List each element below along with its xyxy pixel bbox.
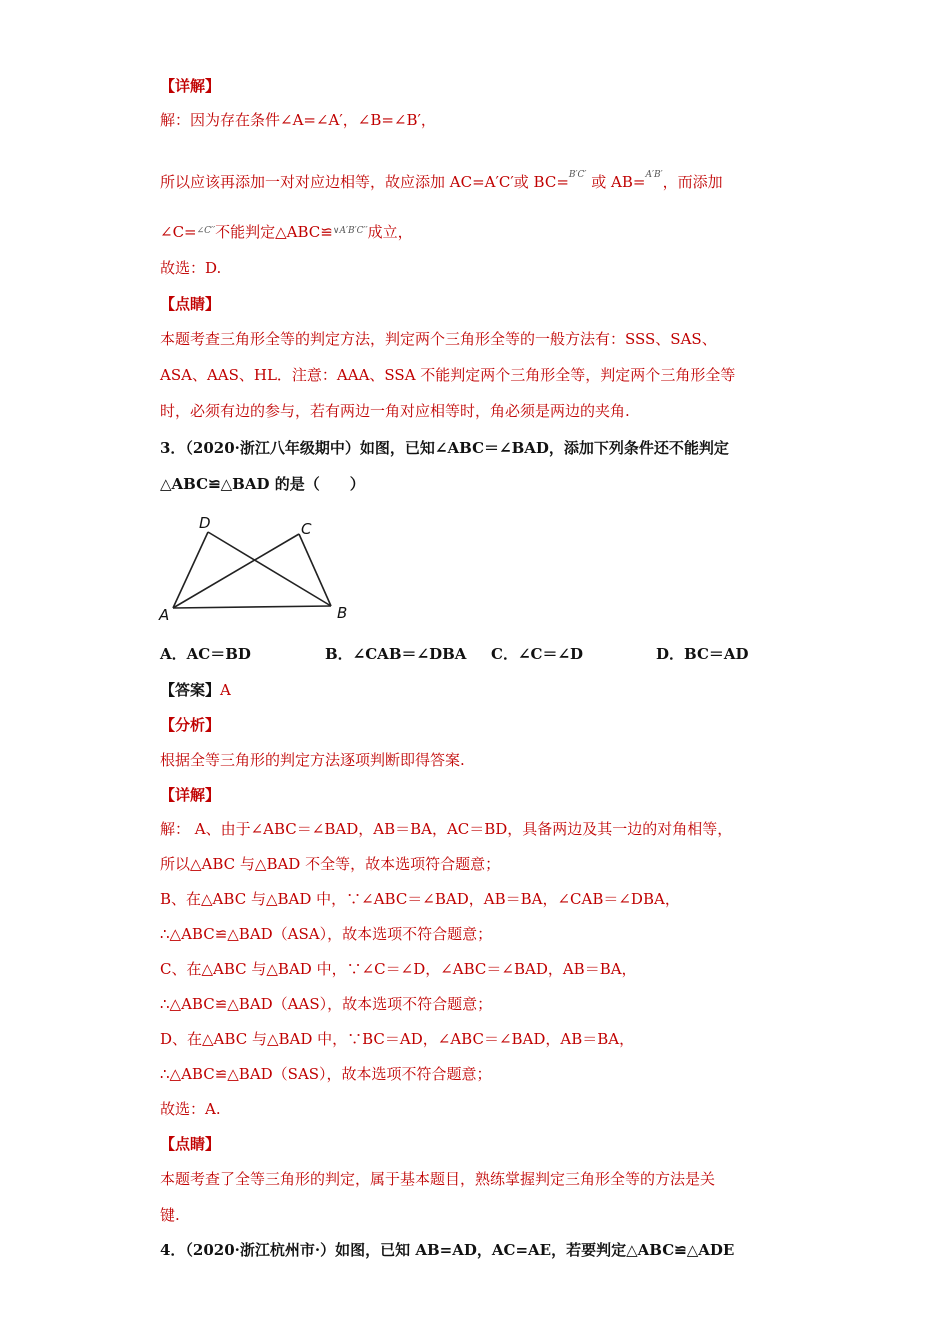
q3-detail-line-3: B、在△ABC 与△BAD 中，∵∠ABC＝∠BAD，AB＝BA，∠CAB＝∠DBA，	[160, 890, 680, 908]
segment-bc	[299, 534, 331, 606]
detail-line-2-text-b: 或 AB=	[586, 173, 646, 191]
detail-heading: 【详解】	[160, 77, 221, 95]
q3-comment-line-2: 键.	[160, 1206, 180, 1224]
segment-bd	[208, 532, 331, 606]
fraction-a-b: A′B′	[645, 170, 663, 180]
label-c: C	[301, 520, 312, 538]
segment-ac	[173, 534, 299, 608]
option-a: A．AC＝BD	[160, 645, 251, 663]
detail-line-2-text-c: ，而添加	[662, 173, 723, 191]
analysis-text: 根据全等三角形的判定方法逐项判断即得答案.	[160, 751, 465, 769]
comment-heading: 【点睛】	[160, 295, 221, 313]
q3-comment-heading: 【点睛】	[160, 1135, 221, 1153]
detail-line-3-text-a: ∠C=	[160, 223, 197, 241]
option-c: C．∠C＝∠D	[491, 645, 584, 663]
option-b: B．∠CAB＝∠DBA	[325, 645, 467, 663]
detail-line-3	[160, 222, 413, 245]
question-3-line-2: △ABC≌△BAD 的是（ ）	[160, 475, 365, 493]
label-d: D	[199, 514, 211, 532]
detail-line-1: 解：因为存在条件∠A=∠A′，∠B=∠B′，	[160, 111, 436, 129]
option-d: D．BC＝AD	[656, 645, 749, 663]
triangle-a-b-c-prime: ∨A′B′C′′	[332, 226, 368, 236]
q3-detail-line-2: 所以△ABC 与△BAD 不全等，故本选项符合题意；	[160, 855, 501, 873]
label-b: B	[337, 604, 348, 622]
detail-line-3-text-b: 不能判定△ABC≌	[215, 223, 333, 241]
detail-line-2	[160, 172, 723, 195]
q3-detail-line-9: 故选：A.	[160, 1100, 221, 1118]
q3-comment-line-1: 本题考查了全等三角形的判定，属于基本题目，熟练掌握判定三角形全等的方法是关	[160, 1170, 716, 1188]
segment-ab	[173, 606, 331, 608]
question-4-line-1: 4．（2020·浙江杭州市·）如图，已知 AB=AD，AC=AE，若要判定△ABC≌△ADE	[160, 1241, 735, 1259]
fraction-b-c: B′C′	[568, 170, 587, 180]
detail-line-2-text-a: 所以应该再添加一对对应边相等，故应添加 AC=A′C′或 BC=	[160, 173, 569, 191]
comment-line-1: 本题考查三角形全等的判定方法，判定两个三角形全等的一般方法有：SSS、SAS、	[160, 330, 717, 348]
q3-detail-line-4: ∴△ABC≌△BAD（ASA），故本选项不符合题意；	[160, 925, 493, 943]
question-3-line-1: 3．（2020·浙江八年级期中）如图，已知∠ABC＝∠BAD，添加下列条件还不能判定	[160, 439, 729, 457]
q3-detail-line-8: ∴△ABC≌△BAD（SAS），故本选项不符合题意；	[160, 1065, 492, 1083]
analysis-heading: 【分析】	[160, 716, 221, 734]
detail-line-4: 故选：D.	[160, 259, 222, 277]
q3-detail-line-7: D、在△ABC 与△BAD 中，∵BC＝AD，∠ABC＝∠BAD，AB＝BA，	[160, 1030, 635, 1048]
answer-line	[160, 680, 231, 700]
angle-c-prime: ∠C′′	[196, 226, 216, 236]
label-a: A	[159, 606, 170, 624]
comment-line-3: 时，必须有边的参与，若有两边一角对应相等时，角必须是两边的夹角.	[160, 402, 630, 420]
triangle-figure	[155, 512, 365, 627]
segment-ad	[173, 532, 208, 608]
q3-detail-line-5: C、在△ABC 与△BAD 中，∵∠C＝∠D，∠ABC＝∠BAD，AB＝BA，	[160, 960, 637, 978]
q3-detail-heading: 【详解】	[160, 786, 221, 804]
q3-detail-line-1: 解： A、由于∠ABC＝∠BAD，AB＝BA，AC＝BD，具备两边及其一边的对角相等，	[160, 820, 733, 838]
answer-value: A	[220, 681, 231, 699]
answer-heading: 【答案】	[160, 681, 221, 699]
q3-detail-line-6: ∴△ABC≌△BAD（AAS），故本选项不符合题意；	[160, 995, 493, 1013]
detail-line-3-text-c: 成立，	[367, 223, 413, 241]
comment-line-2: ASA、AAS、HL．注意：AAA、SSA 不能判定两个三角形全等，判定两个三角形全等	[160, 366, 736, 384]
